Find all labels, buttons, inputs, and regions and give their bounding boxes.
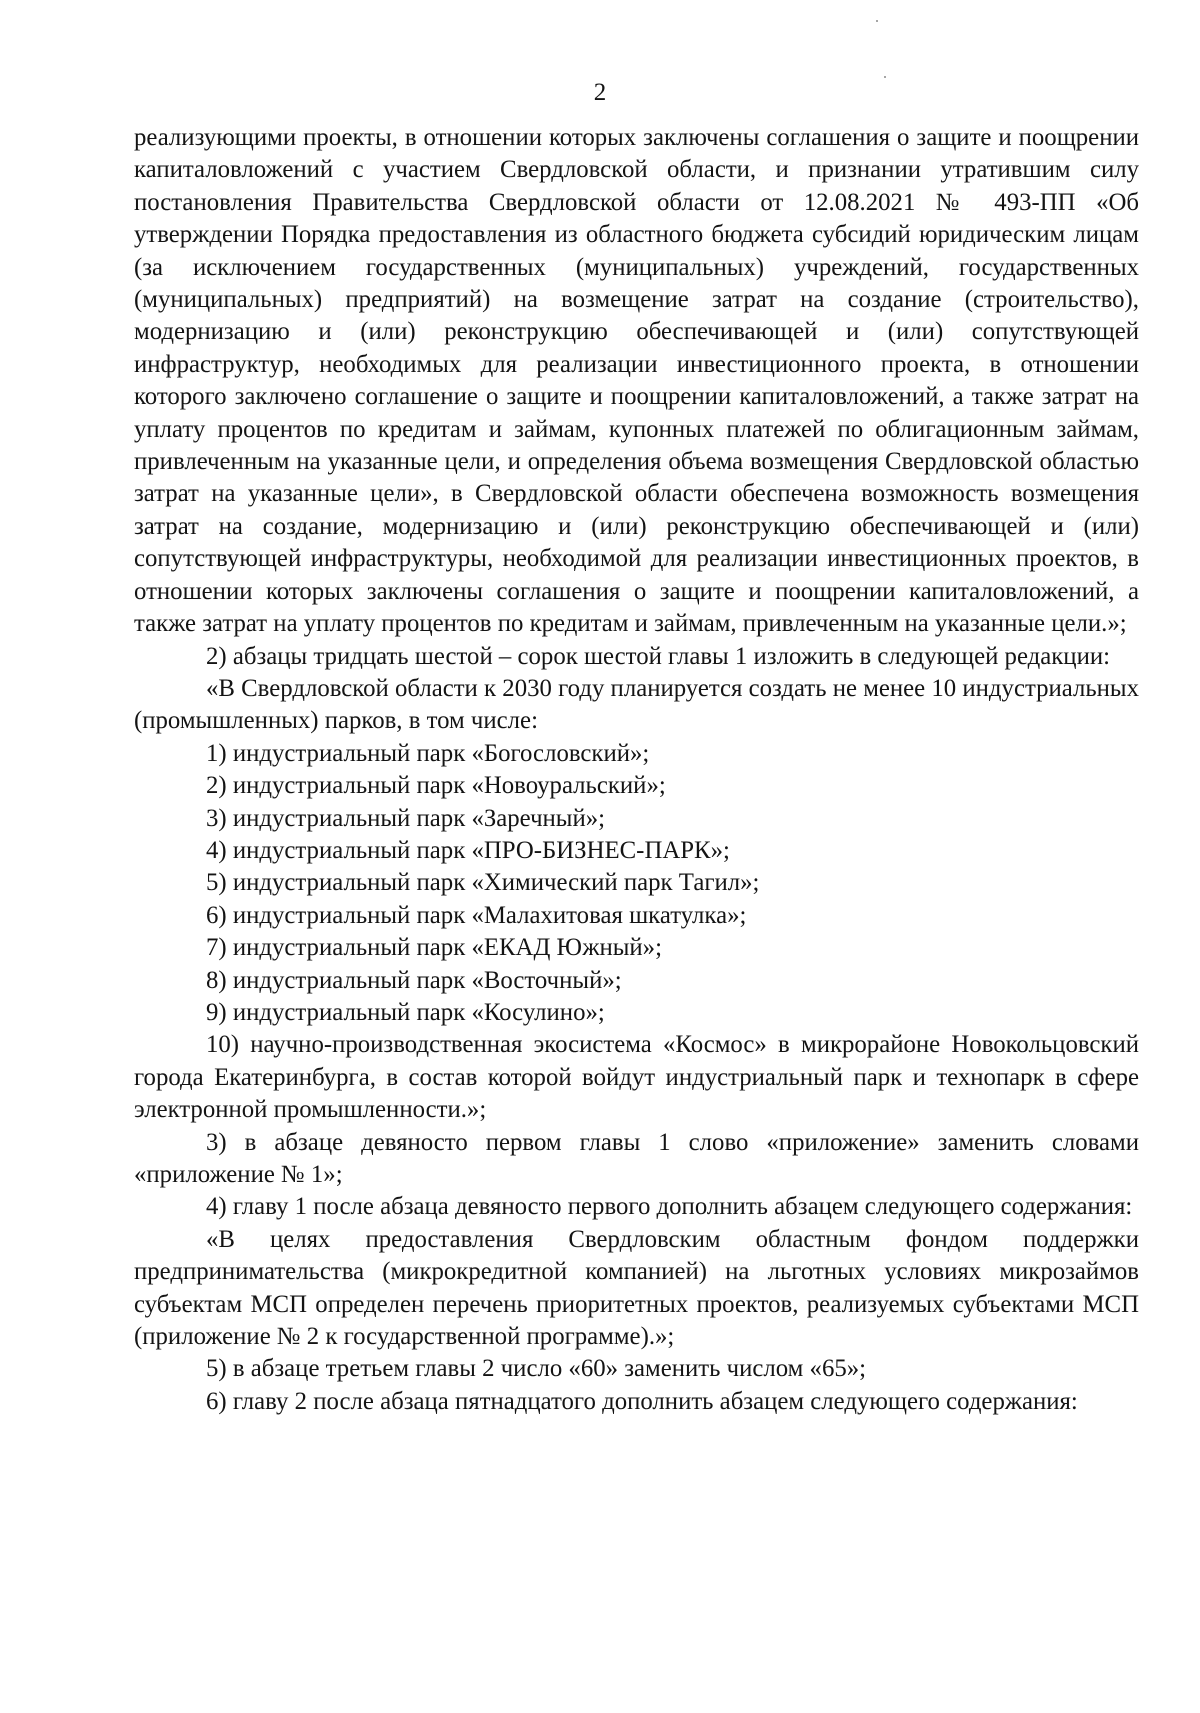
list-item: 4) индустриальный парк «ПРО-БИЗНЕС-ПАРК»; xyxy=(206,836,730,864)
page-number: 2 xyxy=(593,79,607,106)
scan-speck xyxy=(876,20,878,22)
document-body xyxy=(134,122,1139,1418)
amendment-item-4-quote: «В целях предоставления Свердловским областным фондом поддержки предпринимательства (микрокредитной компанией) на льготных условиях микрозаймов субъектам МСП определен перечень приоритетных проектов, реализуемых субъектами МСП (приложение № 2 к государственной программе).»; xyxy=(134,1225,1139,1351)
list-item: 6) индустриальный парк «Малахитовая шкатулка»; xyxy=(206,901,747,929)
list-item: 8) индустриальный парк «Восточный»; xyxy=(206,966,622,994)
list-item: 3) индустриальный парк «Заречный»; xyxy=(206,804,606,832)
amendment-item-4: 4) главу 1 после абзаца девяносто первого дополнить абзацем следующего содержания: xyxy=(206,1193,1133,1221)
list-item: 1) индустриальный парк «Богословский»; xyxy=(206,739,650,767)
amendment-item-2: 2) абзацы тридцать шестой – сорок шестой главы 1 изложить в следующей редакции: xyxy=(206,642,1111,670)
continuation-paragraph: реализующими проекты, в отношении которых заключены соглашения о защите и поощрении капиталовложений с участием Свердловской области, и признании утратившим силу постановления Правительства Свердловской области от 12.08.2021 № 493-ПП «Об утверждении Порядка предоставления из областного бюджета субсидий юридическим лицам (за исключением государственных (муниципальных) учреждений, государственных (муниципальных) предприятий) на возмещение затрат на создание (строительство), модернизацию и (или) реконструкцию обеспечивающей и (или) сопутствующей инфраструктур, необходимых для реализации инвестиционного проекта, в отношении которого заключено соглашение о защите и поощрении капиталовложений, а также затрат на уплату процентов по кредитам и займам, купонных платежей по облигационным займам, привлеченным на указанные цели, и определения объема возмещения Свердловской областью затрат на указанные цели», в Свердловской области обеспечена возможность возмещения затрат на создание, модернизацию и (или) реконструкцию обеспечивающей и (или) сопутствующей инфраструктуры, необходимой для реализации инвестиционных проектов, в отношении которых заключены соглашения о защите и поощрении капиталовложений, а также затрат на уплату процентов по кредитам и займам, привлеченным на указанные цели.»; xyxy=(134,124,1139,638)
industrial-parks-list xyxy=(134,738,1139,1030)
amendment-item-5: 5) в абзаце третьем главы 2 число «60» заменить числом «65»; xyxy=(206,1355,867,1383)
amendment-item-3: 3) в абзаце девяносто первом главы 1 слово «приложение» заменить словами «приложение № 1»; xyxy=(134,1128,1139,1188)
list-item: 5) индустриальный парк «Химический парк Тагил»; xyxy=(206,869,760,897)
amendment-item-6: 6) главу 2 после абзаца пятнадцатого дополнить абзацем следующего содержания: xyxy=(206,1387,1078,1415)
list-item: 2) индустриальный парк «Новоуральский»; xyxy=(206,772,666,800)
list-item: 7) индустриальный парк «ЕКАД Южный»; xyxy=(206,934,662,962)
list-item-10: 10) научно-производственная экосистема «Космос» в микрорайоне Новокольцовский города Екатеринбурга, в состав которой войдут индустриальный парк и технопарк в сфере электронной промышленности.»; xyxy=(134,1031,1139,1124)
amendment-item-2-quote: «В Свердловской области к 2030 году планируется создать не менее 10 индустриальных (промышленных) парков, в том числе: xyxy=(134,674,1139,735)
list-item: 9) индустриальный парк «Косулино»; xyxy=(206,998,605,1026)
